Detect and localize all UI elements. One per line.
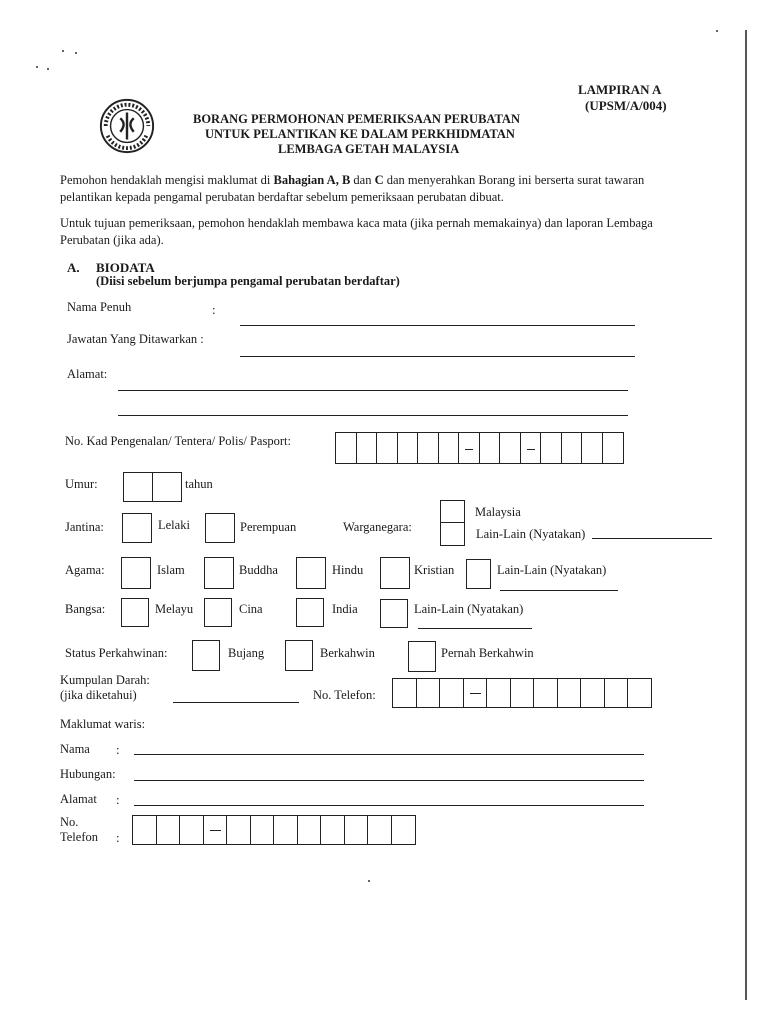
- scan-speck: [62, 50, 64, 52]
- digit-box[interactable]: [416, 678, 441, 708]
- kristian-checkbox[interactable]: [380, 557, 410, 589]
- india-label: India: [332, 602, 358, 616]
- lgm-logo: [98, 97, 156, 155]
- no-kad-label: No. Kad Pengenalan/ Tentera/ Polis/ Pasport:: [65, 434, 291, 448]
- waris-nama-field[interactable]: [134, 754, 644, 755]
- annex-label: LAMPIRAN A: [578, 82, 662, 97]
- page-edge-shadow: [745, 30, 747, 1000]
- dash-box: [520, 432, 542, 464]
- nama-penuh-label: Nama Penuh: [67, 300, 132, 314]
- instruction-emphasis: Bahagian A, B: [273, 173, 351, 187]
- maklumat-waris-label: Maklumat waris:: [60, 717, 146, 731]
- bangsa-lain-checkbox[interactable]: [380, 599, 408, 628]
- perempuan-checkbox[interactable]: [205, 513, 235, 543]
- digit-box[interactable]: [499, 432, 521, 464]
- umur-label: Umur:: [65, 477, 98, 491]
- berkahwin-checkbox[interactable]: [285, 640, 313, 671]
- instruction-paragraph-2: Untuk tujuan pemeriksaan, pemohon hendaklah membawa kaca mata (jika pernah memakainya) dan laporan Lembaga Perubatan (jika ada).: [60, 216, 653, 247]
- digit-box[interactable]: [580, 678, 605, 708]
- scan-speck: [716, 30, 718, 32]
- digit-box[interactable]: [486, 678, 511, 708]
- colon: :: [116, 742, 120, 757]
- lelaki-label: Lelaki: [158, 518, 190, 532]
- instruction-emphasis: C: [374, 173, 384, 187]
- colon: :: [116, 792, 120, 807]
- melayu-label: Melayu: [155, 602, 194, 616]
- waris-no-label: No.: [60, 815, 79, 829]
- digit-box[interactable]: [273, 815, 298, 845]
- digit-box[interactable]: [152, 472, 182, 502]
- bujang-checkbox[interactable]: [192, 640, 220, 671]
- digit-box[interactable]: [510, 678, 535, 708]
- digit-box[interactable]: [356, 432, 378, 464]
- digit-box[interactable]: [156, 815, 181, 845]
- perempuan-label: Perempuan: [240, 520, 297, 534]
- agama-lain-checkbox[interactable]: [466, 559, 491, 589]
- agama-other-field[interactable]: [500, 590, 618, 591]
- waris-hubungan-field[interactable]: [134, 780, 644, 781]
- colon: :: [116, 830, 120, 845]
- digit-box[interactable]: [604, 678, 629, 708]
- malaysia-checkbox[interactable]: [440, 500, 465, 524]
- digit-box[interactable]: [226, 815, 251, 845]
- scan-speck: [47, 68, 49, 70]
- no-telefon-label: No. Telefon:: [313, 688, 376, 702]
- jantina-label: Jantina:: [65, 520, 104, 534]
- digit-box[interactable]: [250, 815, 275, 845]
- digit-box[interactable]: [439, 678, 464, 708]
- dash-box: [458, 432, 480, 464]
- bangsa-lain-label: Lain-Lain (Nyatakan): [414, 602, 524, 616]
- digit-box[interactable]: [392, 678, 417, 708]
- digit-box[interactable]: [533, 678, 558, 708]
- form-code: (UPSM/A/004): [585, 98, 667, 113]
- lain-lain-label: Lain-Lain (Nyatakan): [476, 527, 586, 541]
- digit-box[interactable]: [438, 432, 460, 464]
- digit-box[interactable]: [335, 432, 357, 464]
- digit-box[interactable]: [397, 432, 419, 464]
- jawatan-field[interactable]: [240, 356, 635, 357]
- tahun-label: tahun: [185, 477, 213, 491]
- instruction-text: Pemohon hendaklah mengisi maklumat di: [60, 173, 274, 187]
- waris-telefon-boxes[interactable]: [132, 815, 414, 845]
- digit-box[interactable]: [627, 678, 652, 708]
- digit-box[interactable]: [123, 472, 153, 502]
- no-telefon-boxes[interactable]: [392, 678, 651, 708]
- waris-telefon-label: Telefon: [60, 830, 98, 844]
- waris-hubungan-label: Hubungan:: [60, 767, 116, 781]
- scan-speck: [36, 66, 38, 68]
- waris-alamat-label: Alamat: [60, 792, 97, 806]
- cina-label: Cina: [239, 602, 263, 616]
- lelaki-checkbox[interactable]: [122, 513, 152, 543]
- melayu-checkbox[interactable]: [121, 598, 149, 627]
- kristian-label: Kristian: [414, 563, 455, 577]
- cina-checkbox[interactable]: [204, 598, 232, 627]
- hindu-checkbox[interactable]: [296, 557, 326, 589]
- form-title-line-1: BORANG PERMOHONAN PEMERIKSAAN PERUBATAN: [193, 112, 520, 126]
- instruction-text: dan menyerahkan Borang ini berserta surat tawaran pelantikan kepada pengamal perubatan berdaftar sebelum pemeriksaan perubatan dibuat.: [60, 173, 645, 204]
- alamat-label: Alamat:: [67, 367, 108, 381]
- jika-diketahui-label: (jika diketahui): [60, 688, 137, 702]
- bujang-label: Bujang: [228, 646, 265, 660]
- digit-box[interactable]: [479, 432, 501, 464]
- digit-box[interactable]: [581, 432, 603, 464]
- buddha-checkbox[interactable]: [204, 557, 234, 589]
- umur-boxes[interactable]: [123, 472, 180, 502]
- section-letter: A.: [67, 260, 80, 275]
- malaysia-label: Malaysia: [475, 505, 521, 519]
- dash-box: [463, 678, 488, 708]
- digit-box[interactable]: [417, 432, 439, 464]
- digit-box[interactable]: [561, 432, 583, 464]
- hindu-label: Hindu: [332, 563, 364, 577]
- agama-lain-label: Lain-Lain (Nyatakan): [497, 563, 607, 577]
- digit-box[interactable]: [391, 815, 416, 845]
- colon: :: [212, 302, 216, 317]
- form-title-line-2: UNTUK PELANTIKAN KE DALAM PERKHIDMATAN: [205, 127, 515, 141]
- instruction-text: dan: [350, 173, 375, 187]
- islam-checkbox[interactable]: [121, 557, 151, 589]
- bangsa-other-field[interactable]: [418, 628, 532, 629]
- digit-box[interactable]: [297, 815, 322, 845]
- islam-label: Islam: [157, 563, 185, 577]
- dash-box: [203, 815, 228, 845]
- buddha-label: Buddha: [239, 563, 278, 577]
- kumpulan-darah-label: Kumpulan Darah:: [60, 673, 150, 687]
- digit-box[interactable]: [367, 815, 392, 845]
- scan-speck: [368, 880, 370, 882]
- nama-penuh-field[interactable]: [240, 325, 635, 326]
- digit-box[interactable]: [540, 432, 562, 464]
- kumpulan-darah-field[interactable]: [173, 702, 299, 703]
- form-title-line-3: LEMBAGA GETAH MALAYSIA: [278, 142, 460, 156]
- digit-box[interactable]: [179, 815, 204, 845]
- pernah-berkahwin-checkbox[interactable]: [408, 641, 436, 672]
- alamat-field-line-1[interactable]: [118, 390, 628, 391]
- status-label: Status Perkahwinan:: [65, 646, 168, 660]
- berkahwin-label: Berkahwin: [320, 646, 375, 660]
- no-kad-boxes[interactable]: [335, 432, 622, 464]
- pernah-berkahwin-label: Pernah Berkahwin: [441, 646, 534, 660]
- lain-lain-checkbox[interactable]: [440, 522, 465, 546]
- warganegara-label: Warganegara:: [343, 520, 412, 534]
- digit-box[interactable]: [344, 815, 369, 845]
- warganegara-other-field[interactable]: [592, 538, 712, 539]
- alamat-field-line-2[interactable]: [118, 415, 628, 416]
- waris-nama-label: Nama: [60, 742, 90, 756]
- section-subtitle: (Diisi sebelum berjumpa pengamal perubatan berdaftar): [96, 274, 400, 288]
- instruction-paragraph-1: [60, 172, 670, 206]
- bangsa-label: Bangsa:: [65, 602, 106, 616]
- digit-box[interactable]: [132, 815, 157, 845]
- agama-label: Agama:: [65, 563, 105, 577]
- jawatan-label: Jawatan Yang Ditawarkan :: [67, 332, 204, 346]
- digit-box[interactable]: [602, 432, 624, 464]
- digit-box[interactable]: [557, 678, 582, 708]
- digit-box[interactable]: [376, 432, 398, 464]
- section-title: BIODATA: [96, 260, 155, 275]
- waris-alamat-field[interactable]: [134, 805, 644, 806]
- india-checkbox[interactable]: [296, 598, 324, 627]
- digit-box[interactable]: [320, 815, 345, 845]
- scan-speck: [75, 52, 77, 54]
